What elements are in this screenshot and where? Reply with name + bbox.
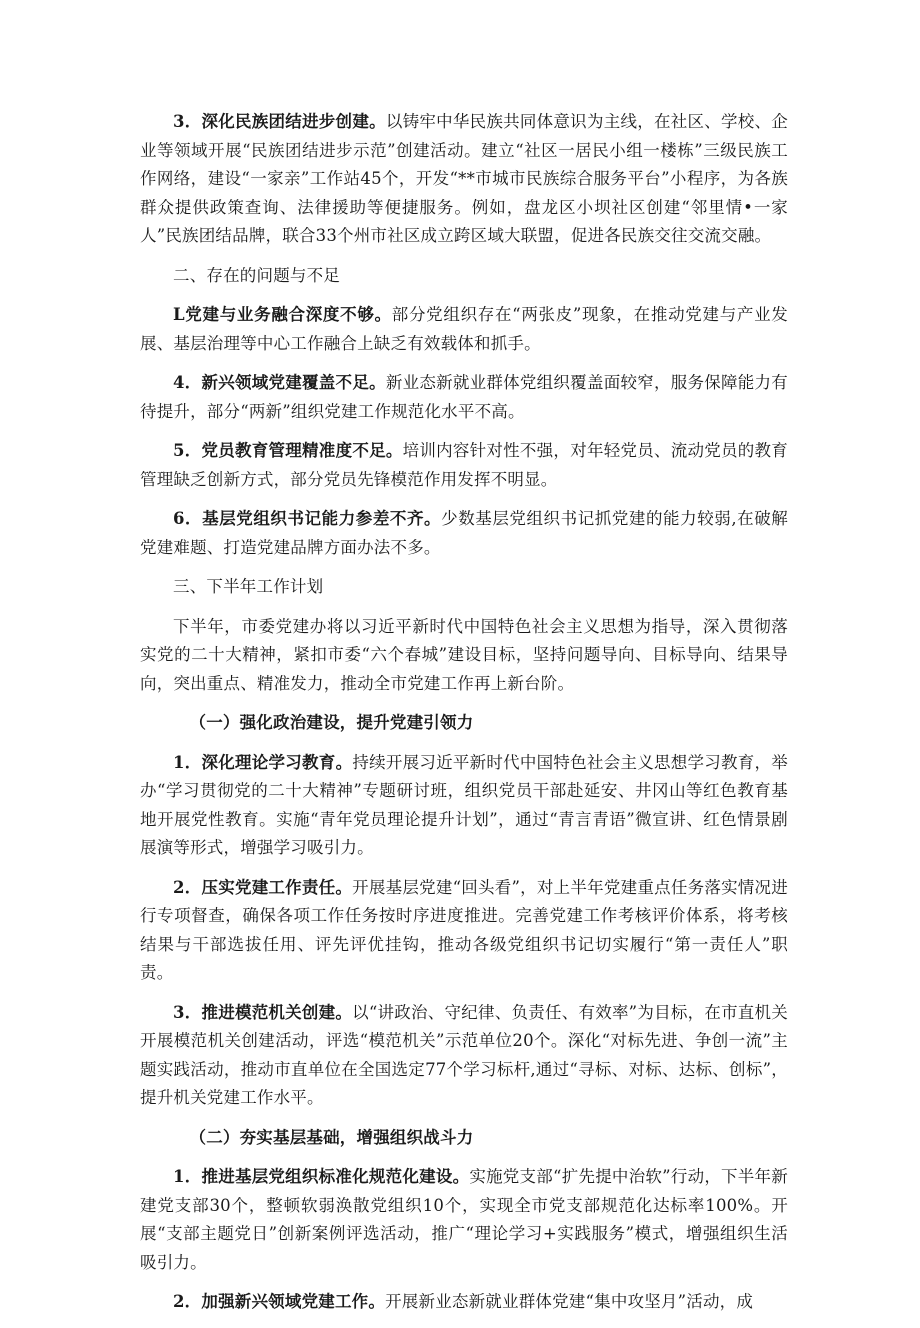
paragraph-text: 实施党支部“扩先提中治软”行动，下半年新建党支部30个，整顿软弱涣散党组织10个，实现全市党支部规范化达标率100%。开展“支部主题党日”创新案例评选活动，推广“理论学习+实践服务”模式，增强组织生活吸引力。 bbox=[140, 1167, 788, 1272]
paragraph-text: 开展新业态新就业群体党建“集中攻坚月”活动，成 bbox=[385, 1292, 754, 1311]
paragraph bbox=[140, 505, 788, 562]
paragraph bbox=[140, 1163, 788, 1277]
paragraph-text: 培训内容针对性不强，对年轻党员、流动党员的教育管理缺乏创新方式，部分党员先锋模范作用发挥不明显。 bbox=[140, 441, 788, 489]
paragraph-text: 持续开展习近平新时代中国特色社会主义思想学习教育，举办“学习贯彻党的二十大精神”专题研讨班，组织党员干部赴延安、井冈山等红色教育基地开展党性教育。实施“青年党员理论提升计划”，通过“青言青语”微宣讲、红色情景剧展演等形式，增强学习吸引力。 bbox=[140, 752, 788, 857]
document-page bbox=[140, 108, 788, 1328]
paragraph-lead: L党建与业务融合深度不够。 bbox=[173, 305, 392, 324]
paragraph bbox=[140, 437, 788, 494]
section-heading: 三、下半年工作计划 bbox=[173, 577, 324, 596]
paragraph bbox=[140, 1288, 788, 1317]
paragraph-text: 以铸牢中华民族共同体意识为主线，在社区、学校、企业等领域开展“民族团结进步示范”创建活动。建立“社区一居民小组一楼栋”三级民族工作网络，建设“一家亲”工作站45个，开发“**市城市民族综合服务平台”小程序，为各族群众提供政策查询、法律援助等便捷服务。例如，盘龙区小坝社区创建“邻里情•一家人”民族团结品牌，联合33个州市社区成立跨区域大联盟，促进各民族交往交流交融。 bbox=[140, 112, 788, 245]
paragraph-lead: 1．推进基层党组织标准化规范化建设。 bbox=[173, 1167, 470, 1186]
paragraph-lead: 6．基层党组织书记能力参差不齐。 bbox=[173, 509, 442, 528]
paragraph bbox=[140, 999, 788, 1113]
paragraph-lead: 2．压实党建工作责任。 bbox=[173, 877, 353, 897]
section-heading: 二、存在的问题与不足 bbox=[173, 265, 340, 285]
paragraph-text: 以“讲政治、守纪律、负责任、有效率”为目标，在市直机关开展模范机关创建活动，评选“模范机关”示范单位20个。深化“对标先进、争创一流”主题实践活动，推动市直单位在全国选定77个学习标杆,通过“寻标、对标、达标、创标”，提升机关党建工作水平。 bbox=[140, 1002, 788, 1107]
paragraph-text: 下半年，市委党建办将以习近平新时代中国特色社会主义思想为指导，深入贯彻落实党的二十大精神，紧扣市委“六个春城”建设目标，坚持问题导向、目标导向、结果导向，突出重点、精准发力，推动全市党建工作再上新台阶。 bbox=[140, 616, 788, 693]
paragraph-lead: 1．深化理论学习教育。 bbox=[173, 752, 353, 772]
paragraph-lead: 2．加强新兴领域党建工作。 bbox=[173, 1292, 386, 1311]
paragraph-lead: 3．推进模范机关创建。 bbox=[173, 1002, 353, 1022]
paragraph-text: 开展基层党建“回头看”，对上半年党建重点任务落实情况进行专项督查，确保各项工作任务按时序进度推进。完善党建工作考核评价体系，将考核结果与干部选拔任用、评先评优挂钩，推动各级党组织书记切实履行“第一责任人”职责。 bbox=[140, 877, 788, 982]
paragraph bbox=[140, 874, 788, 988]
paragraph-text: 新业态新就业群体党组织覆盖面较窄，服务保障能力有待提升，部分“两新”组织党建工作规范化水平不高。 bbox=[140, 373, 788, 421]
paragraph bbox=[140, 369, 788, 426]
paragraph-lead: 3．深化民族团结进步创建。 bbox=[173, 112, 386, 131]
paragraph-text: 少数基层党组织书记抓党建的能力较弱,在破解党建难题、打造党建品牌方面办法不多。 bbox=[140, 509, 788, 557]
paragraph-lead: 4．新兴领域党建覆盖不足。 bbox=[173, 373, 386, 392]
paragraph bbox=[140, 108, 788, 251]
paragraph bbox=[140, 613, 788, 699]
subsection-heading: （一）强化政治建设，提升党建引领力 bbox=[189, 713, 474, 732]
subsection-heading: （二）夯实基层基础，增强组织战斗力 bbox=[189, 1127, 474, 1147]
paragraph-text: 部分党组织存在“两张皮”现象，在推动党建与产业发展、基层治理等中心工作融合上缺乏有效载体和抓手。 bbox=[140, 305, 789, 353]
paragraph-lead: 5．党员教育管理精准度不足。 bbox=[173, 441, 403, 460]
paragraph bbox=[140, 301, 788, 358]
paragraph bbox=[140, 749, 788, 863]
